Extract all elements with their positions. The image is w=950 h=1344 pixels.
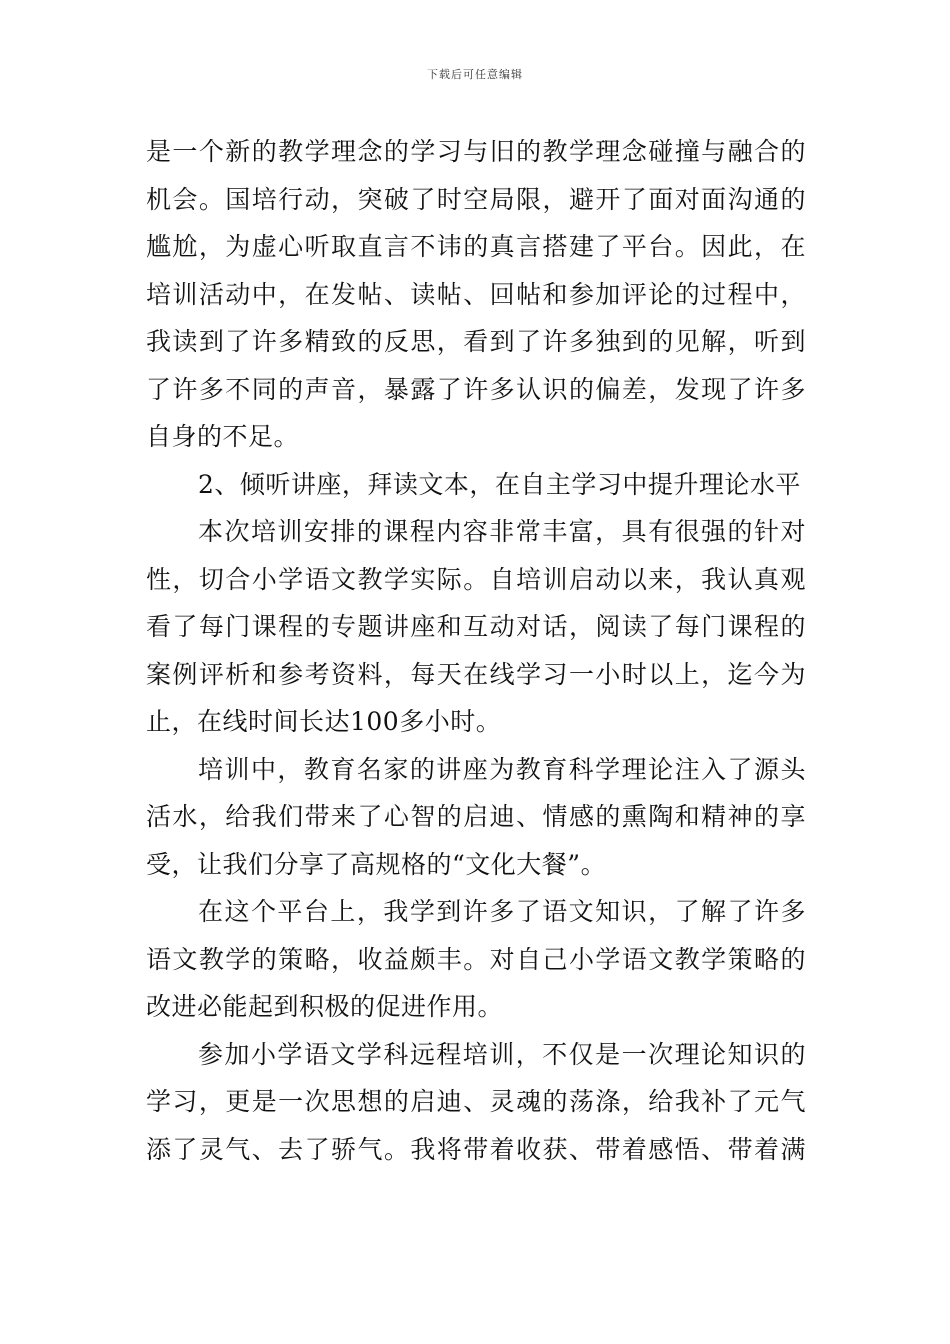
text-line: 自身的不足。 xyxy=(146,422,300,451)
text-line: 机会。国培行动，突破了时空局限，避开了面对面沟通的 xyxy=(146,184,806,214)
text-line: 是一个新的教学理念的学习与旧的教学理念碰撞与融合的 xyxy=(146,137,806,166)
text-line: 尴尬，为虚心听取直言不讳的真言搭建了平台。因此，在 xyxy=(146,232,806,261)
text-line: 受，让我们分享了高规格的“文化大餐”。 xyxy=(146,849,607,879)
text-line: 活水，给我们带来了心智的启迪、情感的熏陶和精神的享 xyxy=(146,802,806,831)
text-line: 性，切合小学语文教学实际。自培训启动以来，我认真观 xyxy=(146,564,806,594)
document-body xyxy=(146,128,806,1173)
text-line: 看了每门课程的专题讲座和互动对话，阅读了每门课程的 xyxy=(146,612,806,641)
text-line: 学习，更是一次思想的启迪、灵魂的荡涤，给我补了元气 xyxy=(146,1087,806,1116)
text-line: 改进必能起到积极的促进作用。 xyxy=(146,992,504,1021)
header-note: 下载后可任意编辑 xyxy=(427,68,523,81)
text-line: 我读到了许多精致的反思，看到了许多独到的见解，听到 xyxy=(146,327,806,356)
text-line: 培训活动中，在发帖、读帖、回帖和参加评论的过程中， xyxy=(146,279,806,309)
text-line: 参加小学语文学科远程培训，不仅是一次理论知识的 xyxy=(198,1039,806,1069)
text-line: 本次培训安排的课程内容非常丰富，具有很强的针对 xyxy=(198,517,806,546)
text-line: 止，在线时间长达100多小时。 xyxy=(146,707,502,736)
text-line: 了许多不同的声音，暴露了许多认识的偏差，发现了许多 xyxy=(146,374,806,404)
text-line: 培训中，教育名家的讲座为教育科学理论注入了源头 xyxy=(198,754,806,784)
text-line: 在这个平台上，我学到许多了语文知识，了解了许多 xyxy=(198,897,806,926)
text-line: 语文教学的策略，收益颇丰。对自己小学语文教学策略的 xyxy=(146,944,806,974)
section-heading: 2、倾听讲座，拜读文本，在自主学习中提升理论水平 xyxy=(198,469,801,499)
text-line: 案例评析和参考资料，每天在线学习一小时以上，迄今为 xyxy=(146,659,806,689)
text-line: 添了灵气、去了骄气。我将带着收获、带着感悟、带着满 xyxy=(146,1134,806,1164)
